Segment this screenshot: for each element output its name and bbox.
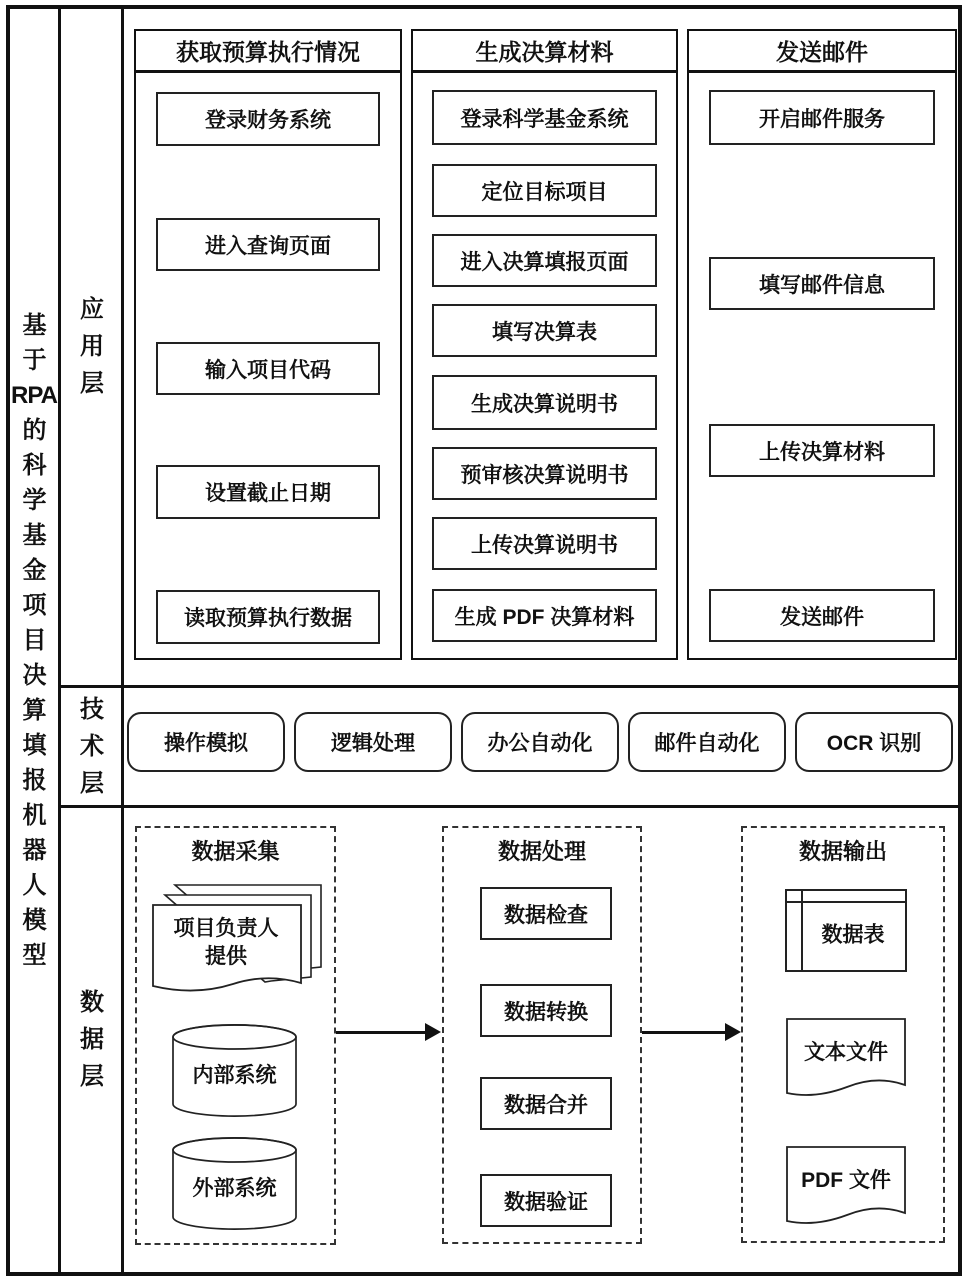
step-box: 登录财务系统 (156, 92, 380, 146)
vertical-text-unit: 填 (22, 732, 46, 759)
tech-box-ocr: OCR 识别 (795, 712, 953, 772)
label-line-2: 提供 (205, 945, 247, 969)
arrow-line (642, 1031, 727, 1034)
data-group-output (741, 826, 945, 1243)
app-column-email (687, 29, 957, 660)
step-box: 填写邮件信息 (709, 257, 935, 310)
step-box: 读取预算执行数据 (156, 590, 380, 644)
shape-label: 数据表 (821, 922, 885, 946)
shape-label: 外部系统 (192, 1177, 277, 1200)
step-box: 发送邮件 (709, 589, 935, 642)
shape-label: PDF 文件 (801, 1169, 891, 1192)
vertical-text-unit: 科 (22, 452, 46, 479)
cylinder-shape-external (170, 1135, 299, 1232)
process-box: 数据检查 (480, 887, 612, 940)
column-header: 获取预算执行情况 (136, 31, 400, 73)
step-box: 定位目标项目 (432, 164, 657, 217)
step-box: 设置截止日期 (156, 465, 380, 519)
step-box: 进入查询页面 (156, 218, 380, 271)
tech-box-logic-processing: 逻辑处理 (294, 712, 452, 772)
vertical-text-unit: 目 (22, 627, 46, 654)
step-box: 上传决算材料 (709, 424, 935, 477)
vertical-text-unit: 金 (22, 557, 46, 584)
step-box: 预审核决算说明书 (432, 447, 657, 500)
group-title: 数据处理 (497, 839, 586, 864)
data-group-processing (442, 826, 642, 1244)
vertical-text-unit: 学 (22, 487, 46, 514)
cylinder-shape-internal (170, 1022, 299, 1119)
tech-box-office-automation: 办公自动化 (461, 712, 619, 772)
app-column-materials (411, 29, 678, 660)
vertical-text-unit: 的 (22, 417, 46, 444)
column-header: 生成决算材料 (413, 31, 676, 73)
vertical-text-unit: 算 (22, 697, 46, 724)
multi-document-shape (151, 883, 323, 1005)
step-box: 输入项目代码 (156, 342, 380, 395)
vertical-text-unit: 项 (22, 592, 46, 619)
step-box: 进入决算填报页面 (432, 234, 657, 287)
step-box: 上传决算说明书 (432, 517, 657, 570)
shape-label (151, 915, 301, 972)
vertical-text-unit: 机 (22, 802, 46, 829)
shape-label: 内部系统 (192, 1064, 277, 1087)
vertical-text-unit: 技 (80, 695, 104, 723)
divider-tech-data (59, 805, 960, 808)
layer-label-technical (61, 688, 123, 805)
vertical-text-unit: 数 (80, 989, 104, 1016)
tech-box-operation-simulation: 操作模拟 (127, 712, 285, 772)
group-title: 数据输出 (798, 839, 887, 864)
vertical-text-unit: 应 (80, 296, 104, 323)
vertical-text-unit: 据 (80, 1026, 104, 1053)
shape-label: 文本文件 (804, 1041, 888, 1064)
app-column-budget (134, 29, 402, 660)
model-title (8, 10, 60, 1272)
layer-label-data (61, 808, 123, 1272)
vertical-text-unit: 层 (80, 1063, 104, 1090)
process-box: 数据验证 (480, 1174, 612, 1227)
data-group-collection (135, 826, 336, 1245)
vertical-text-unit: 层 (80, 769, 104, 797)
vertical-text-unit: 基 (22, 522, 46, 549)
vertical-text-unit: 型 (22, 942, 46, 969)
vertical-text-unit: 于 (22, 347, 46, 374)
step-box: 填写决算表 (432, 304, 657, 357)
table-shape (785, 889, 907, 972)
label-line-1: 项目负责人 (173, 917, 279, 940)
document-shape-text-file (785, 1017, 907, 1107)
process-box: 数据合并 (480, 1077, 612, 1130)
arrow-line (336, 1031, 427, 1034)
divider-app-tech (59, 685, 960, 688)
step-box: 生成决算说明书 (432, 375, 657, 430)
document-shape-pdf-file (785, 1145, 907, 1235)
tech-box-email-automation: 邮件自动化 (628, 712, 786, 772)
process-box: 数据转换 (480, 984, 612, 1037)
vertical-text-unit: 术 (80, 732, 104, 760)
arrow-head (725, 1023, 741, 1041)
step-box: 生成 PDF 决算材料 (432, 589, 657, 642)
vertical-text-unit: 基 (22, 312, 46, 339)
vertical-text-unit: RPA (11, 382, 57, 409)
vertical-text-unit: 器 (22, 837, 46, 864)
step-box: 登录科学基金系统 (432, 90, 657, 145)
vertical-text-unit: 人 (22, 872, 46, 899)
vertical-text-unit: 模 (22, 907, 46, 934)
arrow-head (425, 1023, 441, 1041)
layer-label-application (61, 9, 123, 685)
group-title: 数据采集 (191, 839, 280, 864)
vertical-text-unit: 用 (80, 333, 104, 360)
vertical-text-unit: 报 (22, 767, 46, 794)
vertical-text-unit: 层 (80, 370, 104, 397)
vertical-text-unit: 决 (22, 662, 46, 689)
step-box: 开启邮件服务 (709, 90, 935, 145)
column-header: 发送邮件 (689, 31, 955, 73)
